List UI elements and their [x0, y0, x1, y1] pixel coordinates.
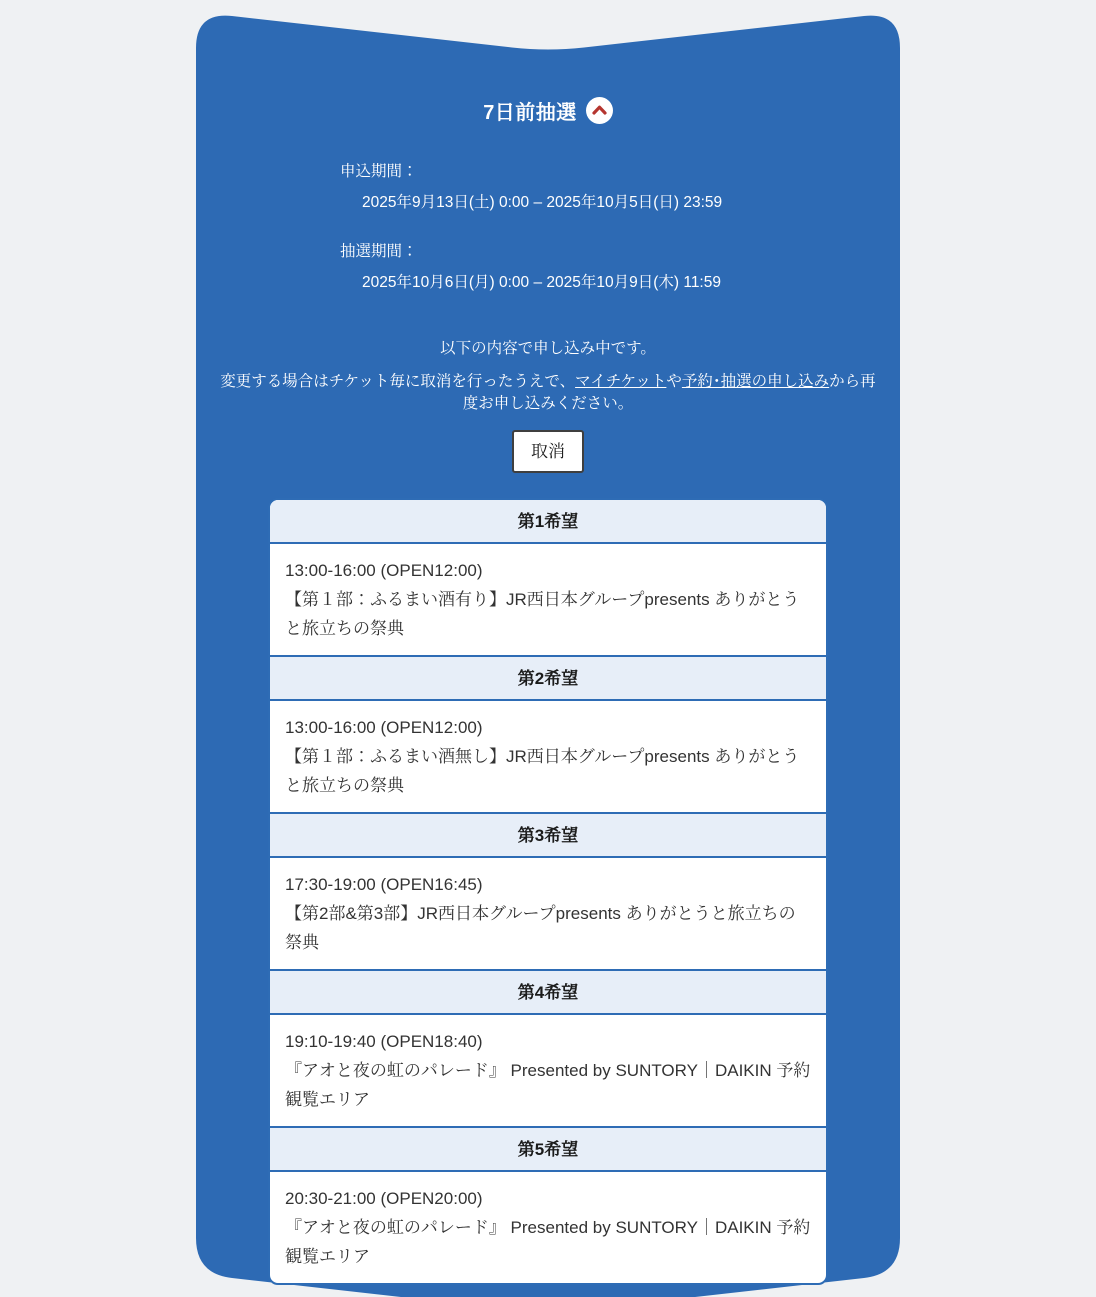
wish-event-title-1: 【第１部：ふるまい酒有り】JR西日本グループpresents ありがとうと旅立ちの祭典	[285, 590, 800, 638]
wish-rank-header-5: 第5希望	[270, 1126, 826, 1172]
lottery-period	[340, 241, 900, 293]
wish-rank-header-1: 第1希望	[270, 500, 826, 544]
lottery-panel	[196, 0, 900, 1285]
cancel-button-row	[196, 430, 900, 473]
wish-time-4: 19:10-19:40 (OPEN18:40)	[285, 1032, 483, 1051]
period-info	[340, 161, 900, 293]
collapse-toggle-button[interactable]	[586, 97, 613, 124]
instruction-text-middle: や	[666, 373, 682, 390]
wish-time-1: 13:00-16:00 (OPEN12:00)	[285, 561, 483, 580]
wish-event-title-4: 『アオと夜の虹のパレード』 Presented by SUNTORY｜DAIKIN 予約観覧エリア	[285, 1061, 811, 1109]
wish-detail-cell-3	[270, 858, 826, 969]
wish-time-3: 17:30-19:00 (OPEN16:45)	[285, 875, 483, 894]
my-ticket-link[interactable]: マイチケット	[575, 373, 667, 390]
wish-detail-cell-4	[270, 1015, 826, 1126]
application-period-value: 2025年9月13日(土) 0:00 – 2025年10月5日(日) 23:59	[362, 194, 723, 211]
wish-event-title-2: 【第１部：ふるまい酒無し】JR西日本グループpresents ありがとうと旅立ちの祭典	[285, 747, 800, 795]
application-period	[340, 161, 900, 213]
instruction-text-suffix: から再度お申し込みください。	[462, 373, 876, 412]
section-header	[196, 0, 900, 125]
wish-detail-cell-5	[270, 1172, 826, 1283]
wish-list-table	[268, 498, 828, 1285]
wish-time-5: 20:30-21:00 (OPEN20:00)	[285, 1189, 483, 1208]
status-text: 以下の内容で申し込み中です。	[440, 340, 656, 357]
change-instructions	[218, 371, 878, 414]
reservation-lottery-application-link[interactable]: 予約･抽選の申し込み	[681, 373, 830, 390]
wish-event-title-5: 『アオと夜の虹のパレード』 Presented by SUNTORY｜DAIKIN 予約観覧エリア	[285, 1218, 811, 1266]
wish-event-title-3: 【第2部&第3部】JR西日本グループpresents ありがとうと旅立ちの祭典	[285, 904, 796, 952]
wish-time-2: 13:00-16:00 (OPEN12:00)	[285, 718, 483, 737]
wish-rank-header-3: 第3希望	[270, 812, 826, 858]
lottery-period-value: 2025年10月6日(月) 0:00 – 2025年10月9日(木) 11:59	[362, 274, 721, 291]
cancel-button[interactable]: 取消	[512, 430, 584, 473]
wish-rank-header-4: 第4希望	[270, 969, 826, 1015]
application-period-label: 申込期間：	[340, 163, 418, 180]
wish-detail-cell-1	[270, 544, 826, 655]
chevron-up-icon	[586, 97, 613, 124]
page-title: 7日前抽選	[483, 102, 577, 124]
wish-detail-cell-2	[270, 701, 826, 812]
lottery-period-label: 抽選期間：	[340, 243, 418, 260]
wish-rank-header-2: 第2希望	[270, 655, 826, 701]
instruction-text-prefix: 変更する場合はチケット毎に取消を行ったうえで、	[220, 373, 576, 390]
